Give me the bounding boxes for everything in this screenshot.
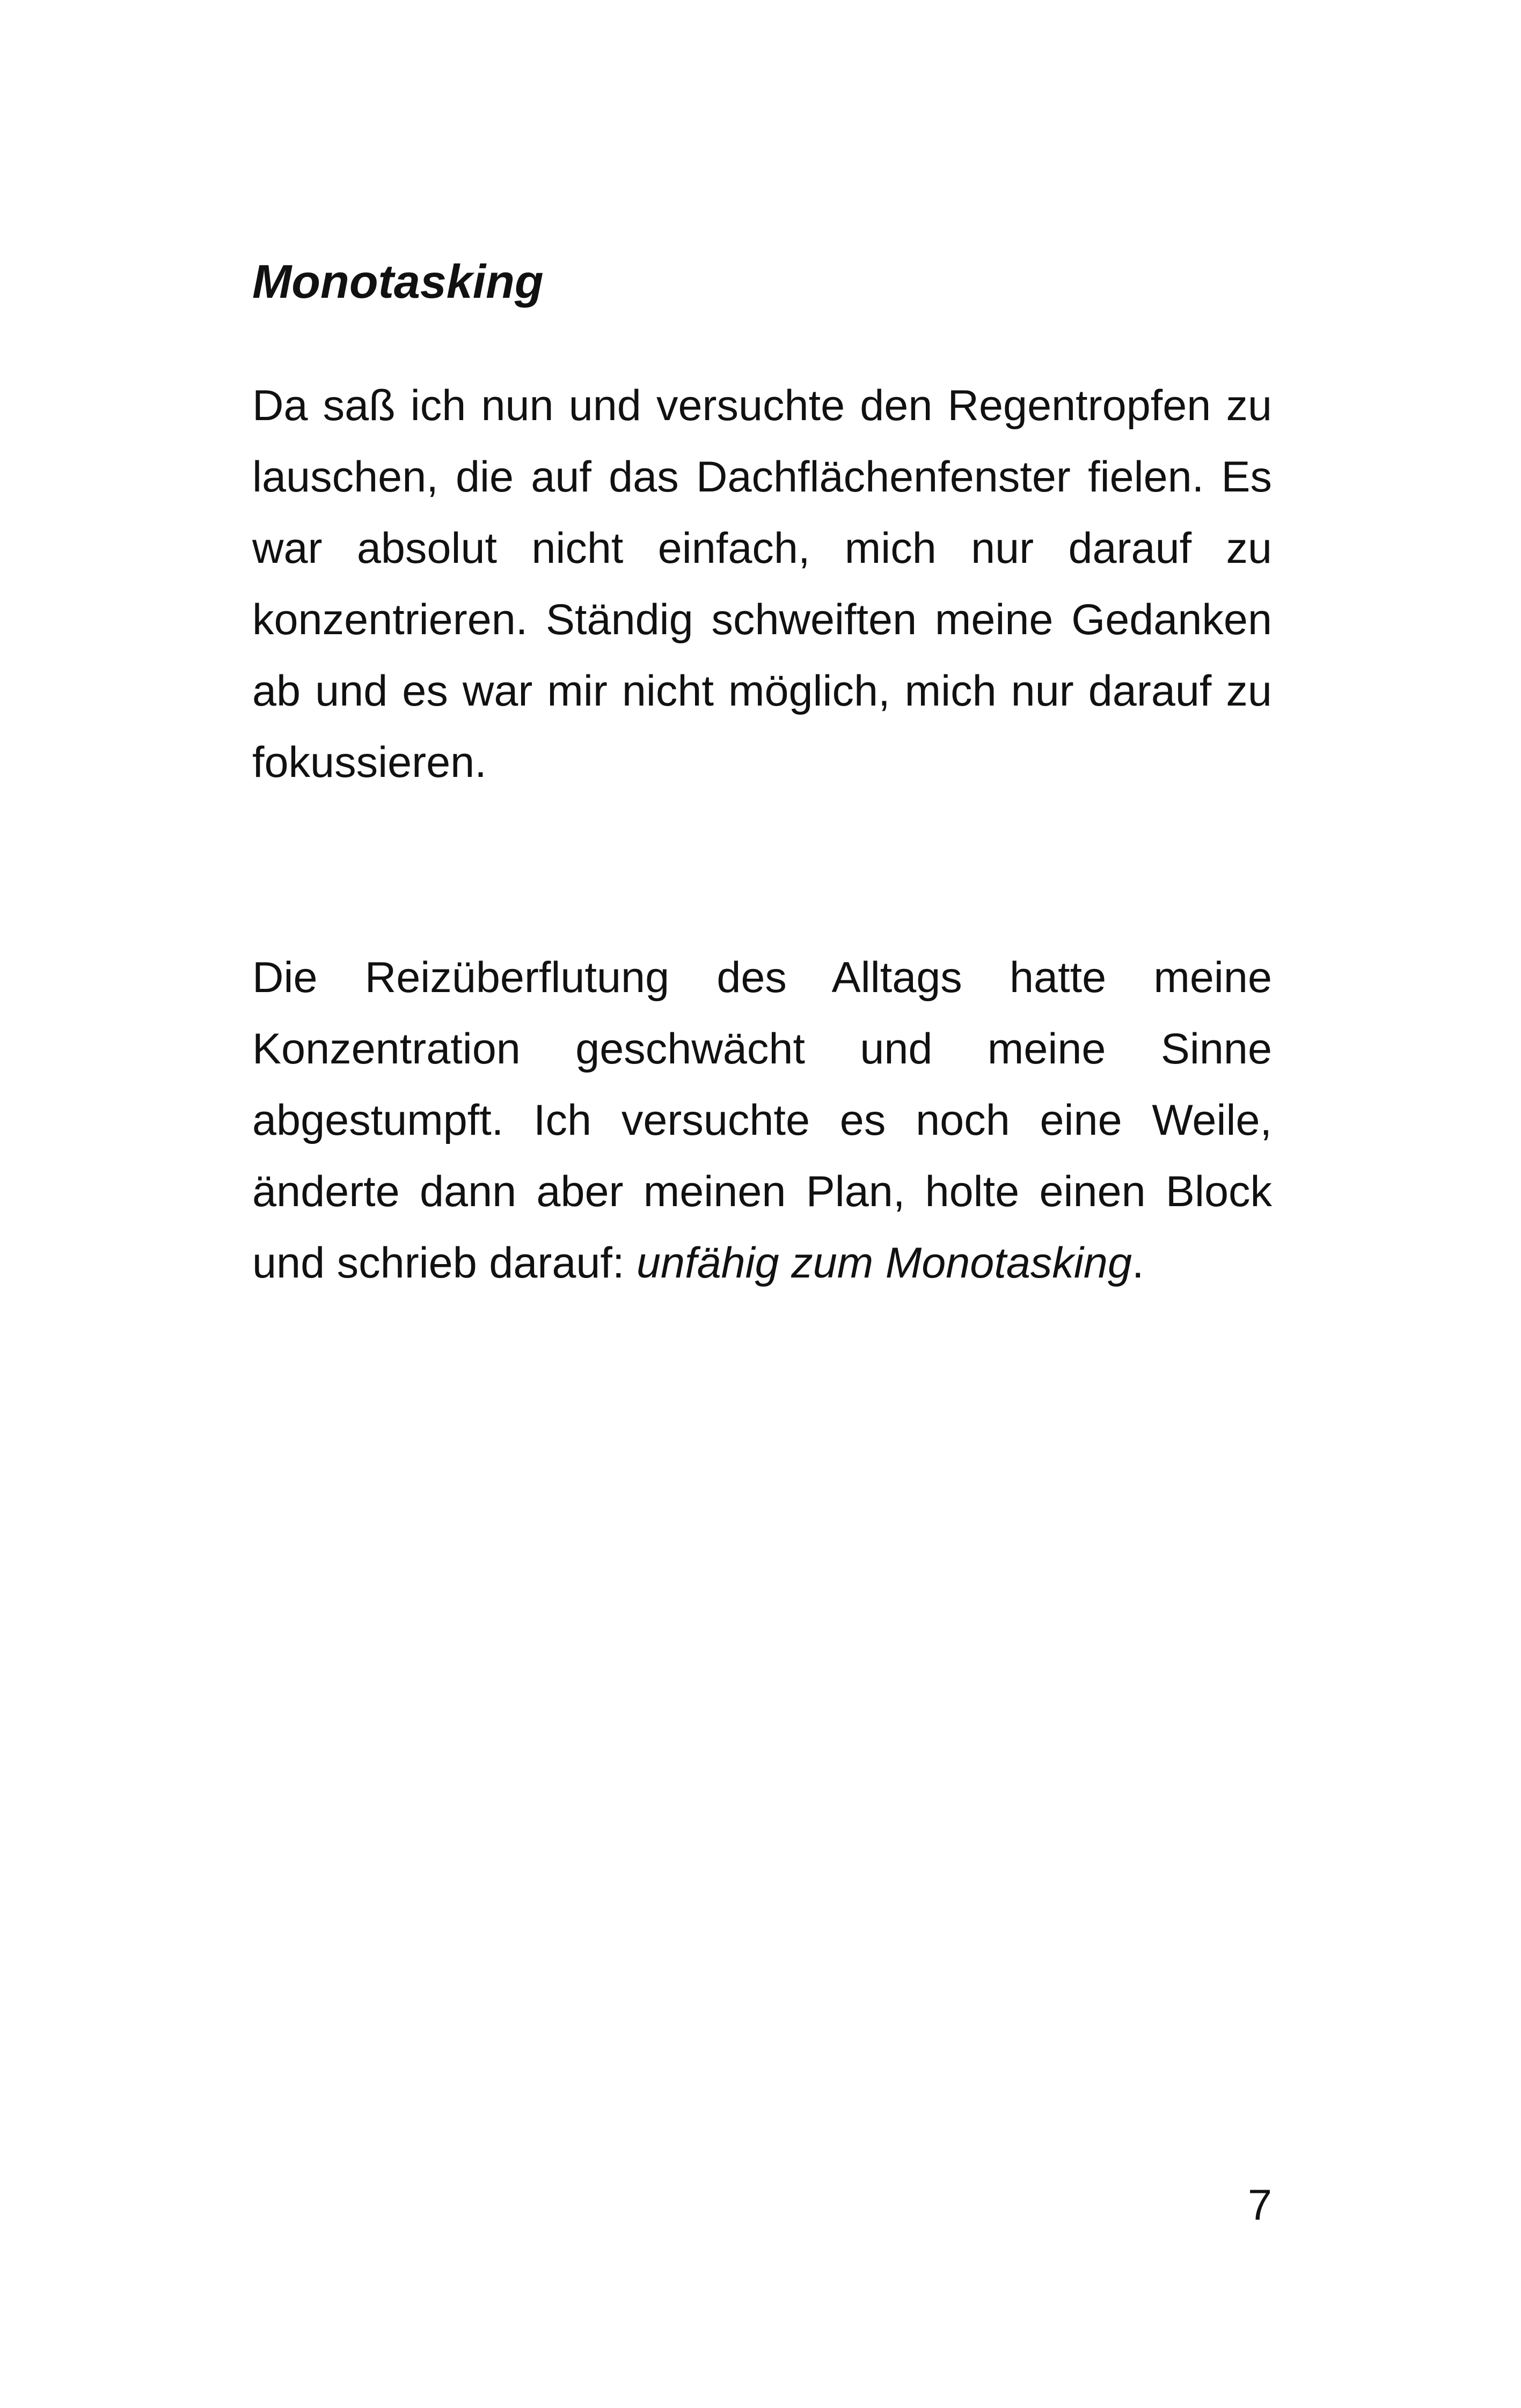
- paragraph-2-text: Die Reizüberflutung des Alltags hatte meine Konzentration geschwächt und meine Sinne abgestumpft. Ich versuchte es noch eine Weile, änderte dann aber meinen Plan, holte einen Block und schrieb darauf:: [252, 953, 1272, 1287]
- paragraph-2-emphasis: unfähig zum Monotasking: [636, 1239, 1132, 1287]
- chapter-heading: Monotasking: [252, 255, 544, 308]
- page-number: 7: [1247, 2181, 1272, 2229]
- paragraph-2-end: .: [1132, 1239, 1144, 1287]
- body-paragraph-1: Da saß ich nun und versuchte den Regentropfen zu lauschen, die auf das Dachflächenfenster fielen. Es war absolut nicht einfach, mich nur darauf zu konzentrieren. Ständig schweiften meine Gedanken ab und es war mir nicht möglich, mich nur darauf zu fokussieren.: [252, 381, 1272, 787]
- body-paragraph-2: [252, 942, 1272, 1299]
